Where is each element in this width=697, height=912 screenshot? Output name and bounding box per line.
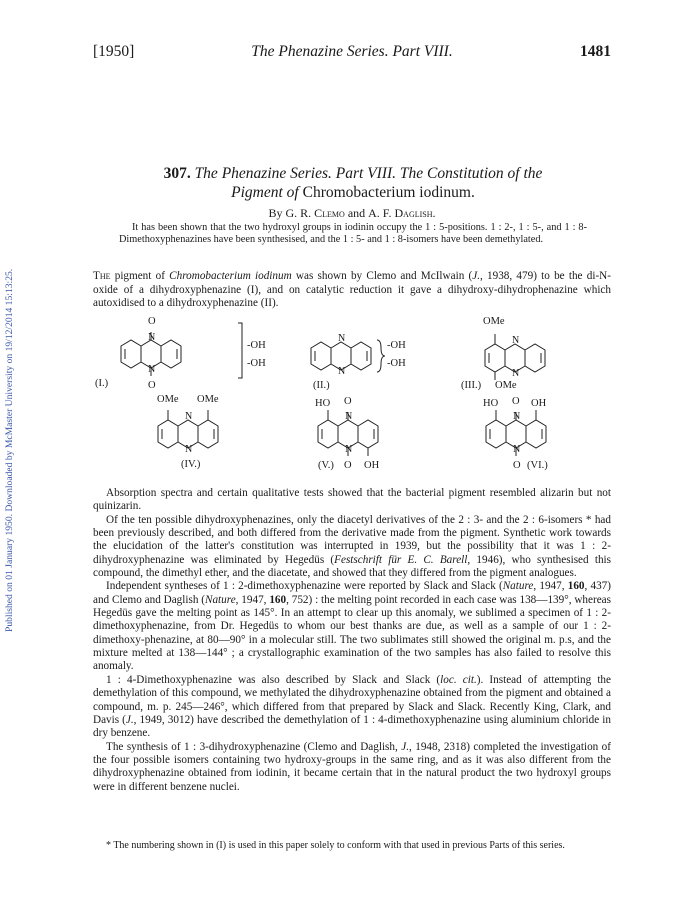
struct-IV-ome-2: OMe [197,394,219,405]
struct-IV-n-bottom: N [185,444,193,455]
struct-VI-oh: OH [531,398,547,409]
struct-III-ome-top: OMe [483,316,505,327]
struct-I-o-bottom: O [148,380,156,391]
footnote [93,840,611,852]
paragraph-5: The synthesis of 1 : 3-dihydroxyphenazine (Clemo and Daglish, J., 1948, 2318) completed the investigation of the four possible isomers containing two hydroxy-groups in the same ring, and as it was also different from the dihydroxyphenazine obtained from iodinin, it became certain that in the natural product the two hydroxyl groups were in different benzene nuclei. [93,740,611,793]
struct-label-VI: (VI.) [527,460,548,471]
struct-III-n-top: N [512,335,520,346]
struct-III-ome-bottom: OMe [495,380,517,391]
struct-V-o-bottom: O [344,460,352,471]
footnote-text: * The numbering shown in (I) is used in this paper solely to conform with that used in previous Parts of this series. [106,840,565,851]
struct-V-ho: HO [315,398,331,409]
struct-label-II: (II.) [313,380,330,391]
body-text [93,487,611,794]
paragraph-2: Of the ten possible dihydroxyphenazines, only the diacetyl derivatives of the 2 : 3- and the 2 : 6-isomers * had been previously described, and both differed from the derivative made from the pigment. Synthetic work towards the elucidation of the latter's constitution was interrupted in 1939, but the possibility that it was 1 : 2-dihydroxyphenazine was eliminated by Hegedüs (Festschrift für E. C. Barell, 1946), who synthesised this compound, the dimethyl ether, and the diacetate, and showed that they differed from the pigment analogues. [93,513,611,580]
byline: By G. R. Clemo and A. F. Daglish. [268,206,436,220]
running-header [93,43,611,65]
struct-I-n-top: N [148,332,156,343]
struct-label-I: (I.) [95,378,109,389]
author-1: G. R. Clemo [285,206,345,220]
struct-I-o-top: O [148,316,156,327]
paragraph-1: Absorption spectra and certain qualitative tests showed that the bacterial pigment resembled alizarin but not quinizarin. [93,487,611,513]
title-line-2a: Pigment of [231,184,299,201]
struct-IV-n-top: N [185,411,193,422]
struct-III-n-bottom: N [512,368,520,379]
struct-VI-n-top: N [513,411,521,422]
struct-V-n-top: N [345,411,353,422]
struct-I-n-bottom: N [148,364,156,375]
header-running-title: The Phenazine Series. Part VIII. [251,43,453,60]
article-title [118,164,588,202]
struct-V-n-bottom: N [345,444,353,455]
struct-II-oh-1: -OH [387,340,406,351]
abstract [119,222,587,245]
title-line-2b: Chromobacterium iodinum. [302,184,475,201]
paragraph-3: Independent syntheses of 1 : 2-dimethoxyphenazine were reported by Slack and Slack (Nature, 1947, 160, 437) and Clemo and Daglish (Nature, 1947, 160, 752) : the melting point recorded in each case was 138—139°, whereas Hegedüs gave the melting point as 145°. In an attempt to clear up this anomaly, we sublimed a specimen of 1 : 2-dimethoxyphenazine, from Dr. Hegedüs to whom our best thanks are due, as well as a sample of our 1 : 2-dimethoxy-phenazine, at 80—90° in a molecular still. The two sublimates still showed the original m. p.s, and the mixture melted at 138—144° ; a crystallographic examination of the two samples has also failed to resolve this anomaly. [93,580,612,673]
organism-name: Chromobacterium iodinum [169,270,292,282]
struct-VI-o-top: O [512,396,520,407]
struct-II-n-top: N [338,333,346,344]
struct-VI-ho: HO [483,398,499,409]
download-notice[interactable]: Published on 01 January 1950. Downloaded by McMaster University on 19/12/2014 15:13:25. [4,268,15,632]
struct-V-o-top: O [344,396,352,407]
struct-I-oh-1: -OH [247,340,266,351]
struct-II-n-bottom: N [338,366,346,377]
author-2: A. F. Daglish. [368,206,436,220]
header-year: [1950] [93,43,135,60]
struct-VI-n-bottom: N [513,444,521,455]
struct-label-IV: (IV.) [181,459,201,470]
struct-I-oh-2: -OH [247,358,266,369]
struct-label-V: (V.) [318,460,334,471]
header-page-number: 1481 [580,43,611,60]
intro-paragraph: The pigment of Chromobacterium iodinum was shown by Clemo and McIlwain (J., 1938, 479) to be the di-N-oxide of a dihydroxyphenazine (I), and on catalytic reduction it gave a dihydroxy-dihydrophenazine which autoxidised to a dihydroxyphenazine (II). [93,270,611,309]
article-number: 307. [163,165,191,182]
paragraph-4: 1 : 4-Dimethoxyphenazine was also described by Slack and Slack (loc. cit.). Instead of attempting the demethylation of this compound, we methylated the dihydroxyphenazine obtained from the pigment and obtained a compound, m. p. 245—246°, which differed from that prepared by Slack and Slack. Recently King, Clark, and Davis (J., 1949, 3012) have described the demethylation of 1 : 4-dimethoxyphenazine using aluminium chloride in dry benzene. [93,673,611,740]
struct-label-III: (III.) [461,380,482,391]
struct-IV-ome-1: OMe [157,394,179,405]
title-line-1: The Phenazine Series. Part VIII. The Constitution of the [194,165,543,182]
struct-II-oh-2: -OH [387,358,406,369]
struct-VI-o-bottom: O [513,460,521,471]
chemical-structures [93,318,611,488]
struct-V-oh: OH [364,460,380,471]
abstract-text: It has been shown that the two hydroxyl groups in iodinin occupy the 1 : 5-positions. 1 : 2-, 1 : 5-, and 1 : 8-Dimethoxyphenazines have been synthesised, and the 1 : 5- and 1 : 8-isomers have been demethylated. [119,222,587,245]
